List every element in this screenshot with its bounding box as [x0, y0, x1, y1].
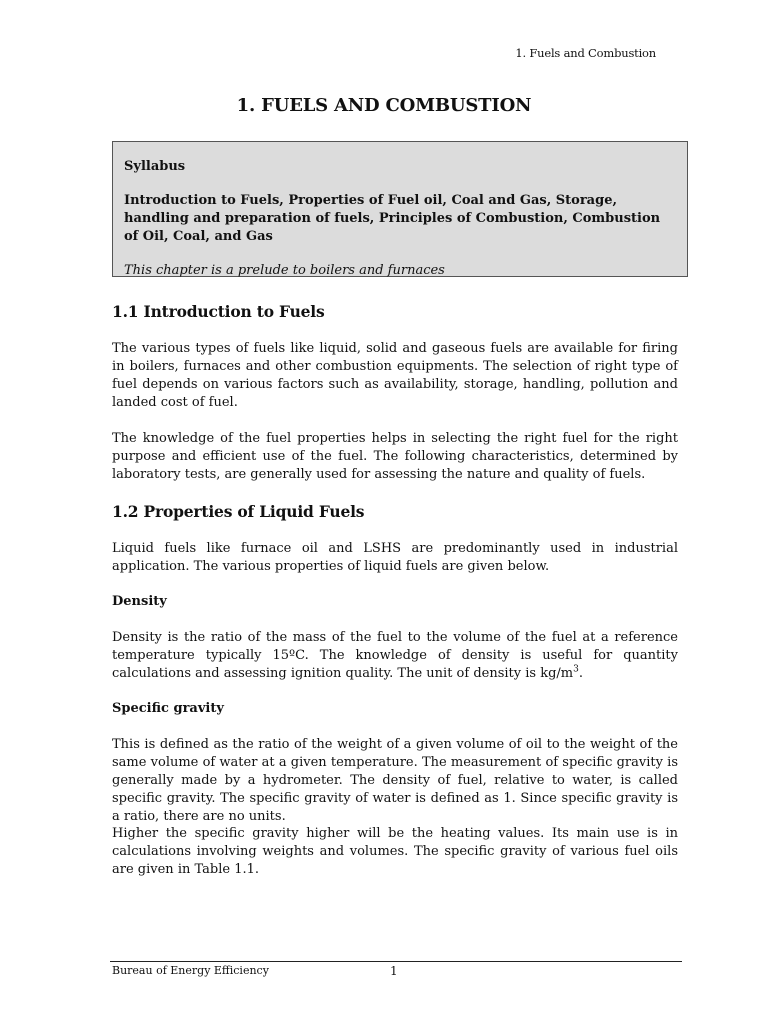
paragraph: This is defined as the ratio of the weight of a given volume of oil to the weight of the same volume of water at a given temperature. The measurement of specific gravity is generally made by a hydrometer. The density of fuel, relative to water, is called specific gravity. The specific gravity of water is defined as 1. Since specific gravity is a ratio, there are no units. — [112, 737, 678, 824]
chapter-title: 1. FUELS AND COMBUSTION — [236, 95, 532, 116]
paragraph: The various types of fuels like liquid, solid and gaseous fuels are available for firing in boilers, furnaces and other combustion equipments. The selection of right type of fuel depends on various factors such as availability, storage, handling, pollution and landed cost of fuel. — [112, 341, 678, 410]
paragraph: Higher the specific gravity higher will be the heating values. Its main use is in calculations involving weights and volumes. The specific gravity of various fuel oils are given in Table 1.1. — [112, 826, 678, 877]
section-heading-liquid-fuels: 1.2 Properties of Liquid Fuels — [112, 502, 365, 521]
density-paragraph — [112, 629, 678, 683]
density-unit-superscript: 3 — [573, 664, 579, 675]
syllabus-heading: Syllabus — [124, 159, 186, 174]
syllabus-box — [112, 141, 688, 277]
footer-rule — [110, 961, 682, 962]
section-heading-intro-to-fuels: 1.1 Introduction to Fuels — [112, 302, 325, 321]
running-header: 1. Fuels and Combustion — [515, 46, 656, 60]
subheading-specific-gravity: Specific gravity — [112, 701, 224, 716]
page-number: 1 — [390, 964, 398, 978]
density-end: . — [578, 666, 583, 681]
footer-organization: Bureau of Energy Efficiency — [112, 964, 269, 977]
paragraph: Liquid fuels like furnace oil and LSHS are predominantly used in industrial application. The various properties of liquid fuels are given below. — [112, 541, 678, 574]
subheading-density: Density — [112, 594, 167, 609]
density-text: Density is the ratio of the mass of the fuel to the volume of the fuel at a reference temperature typically 15ºC. The knowledge of density is useful for quantity calculations and assessing ignition quality. The unit of density is kg/m — [112, 630, 678, 681]
syllabus-topics: Introduction to Fuels, Properties of Fuel oil, Coal and Gas, Storage, handling and preparation of fuels, Principles of Combustion, Combustion of Oil, Coal, and Gas — [124, 193, 661, 244]
paragraph: The knowledge of the fuel properties helps in selecting the right fuel for the right purpose and efficient use of the fuel. The following characteristics, determined by laboratory tests, are generally used for assessing the nature and quality of fuels. — [112, 431, 678, 482]
syllabus-note: This chapter is a prelude to boilers and furnaces — [124, 263, 445, 278]
